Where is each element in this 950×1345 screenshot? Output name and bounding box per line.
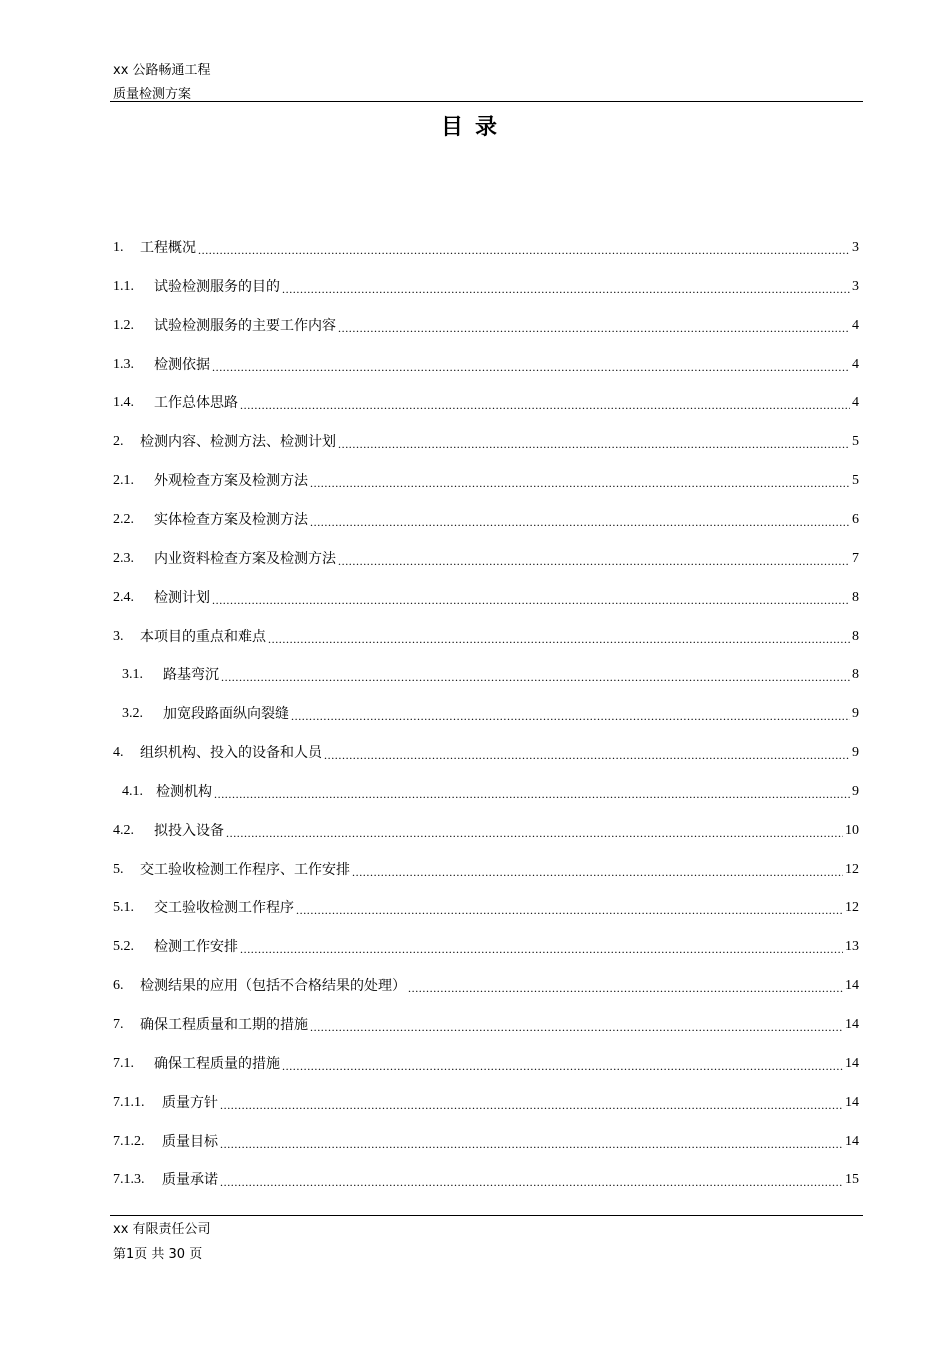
toc-entry[interactable] xyxy=(113,393,859,413)
toc-entry-page-number: 13 xyxy=(845,939,859,955)
toc-entry-title: 工作总体思路 xyxy=(154,395,238,412)
toc-leader-dots xyxy=(338,432,850,452)
toc-entry-page-number: 8 xyxy=(852,589,859,605)
toc-leader-dots xyxy=(338,316,850,336)
toc-entry-page-number: 6 xyxy=(852,511,859,527)
toc-leader-dots xyxy=(212,355,850,375)
toc-entry-page-number: 9 xyxy=(852,706,859,722)
toc-entry-page-number: 14 xyxy=(845,1133,859,1149)
toc-entry-page-number: 9 xyxy=(852,783,859,799)
toc-entry-number: 7. xyxy=(113,1017,124,1032)
toc-entry[interactable] xyxy=(113,316,859,336)
page-title: 目录 xyxy=(440,115,509,140)
toc-entry-number: 2. xyxy=(113,434,124,450)
toc-entry[interactable] xyxy=(113,588,859,608)
toc-entry-page-number: 10 xyxy=(845,822,859,838)
toc-entry[interactable] xyxy=(113,821,859,841)
toc-entry-number: 3. xyxy=(113,628,124,644)
toc-entry-title: 试验检测服务的目的 xyxy=(154,278,280,295)
toc-entry-number: 3.1. xyxy=(122,667,143,683)
toc-leader-dots xyxy=(310,510,850,530)
toc-entry-page-number: 7 xyxy=(852,550,859,566)
toc-leader-dots xyxy=(282,1054,843,1074)
header-divider xyxy=(110,101,863,102)
toc-entry-number: 6. xyxy=(113,978,124,994)
toc-entry-page-number: 5 xyxy=(852,473,859,489)
toc-entry-title: 质量目标 xyxy=(162,1133,218,1150)
toc-entry[interactable] xyxy=(113,1132,859,1152)
toc-leader-dots xyxy=(296,898,843,918)
toc-entry-title: 确保工程质量的措施 xyxy=(154,1055,280,1072)
toc-entry-title: 交工验收检测工作程序、工作安排 xyxy=(140,861,350,878)
toc-leader-dots xyxy=(310,1015,843,1035)
toc-entry-title: 加宽段路面纵向裂缝 xyxy=(163,706,289,723)
toc-entry-number: 2.3. xyxy=(113,550,134,566)
toc-entry[interactable] xyxy=(113,471,859,491)
toc-entry[interactable] xyxy=(113,238,859,258)
toc-entry-page-number: 3 xyxy=(852,278,859,294)
toc-entry[interactable] xyxy=(113,627,859,647)
toc-leader-dots xyxy=(408,976,843,996)
toc-entry-number: 1.1. xyxy=(113,278,134,294)
toc-entry-number: 4. xyxy=(113,745,124,761)
toc-entry-page-number: 8 xyxy=(852,667,859,683)
toc-entry[interactable] xyxy=(113,898,859,918)
toc-entry-number: 1.4. xyxy=(113,395,134,411)
toc-entry[interactable] xyxy=(122,782,859,802)
toc-entry-number: 1.2. xyxy=(113,317,134,333)
toc-entry-title: 路基弯沉 xyxy=(163,667,219,684)
toc-entry-page-number: 8 xyxy=(852,628,859,644)
toc-entry[interactable] xyxy=(113,549,859,569)
toc-entry-title: 内业资料检查方案及检测方法 xyxy=(154,550,336,567)
header-project-name: xx 公路畅通工程 xyxy=(113,63,211,78)
toc-entry[interactable] xyxy=(113,1054,859,1074)
toc-entry-title: 检测结果的应用（包括不合格结果的处理） xyxy=(140,978,406,995)
toc-leader-dots xyxy=(240,937,843,957)
toc-entry-title: 检测内容、检测方法、检测计划 xyxy=(140,434,336,451)
toc-leader-dots xyxy=(240,393,850,413)
toc-leader-dots xyxy=(220,1093,843,1113)
toc-entry[interactable] xyxy=(113,510,859,530)
toc-leader-dots xyxy=(212,588,850,608)
toc-entry[interactable] xyxy=(113,432,859,452)
toc-entry-title: 组织机构、投入的设备和人员 xyxy=(140,745,322,762)
toc-entry-page-number: 9 xyxy=(852,745,859,761)
toc-entry-number: 5. xyxy=(113,861,124,877)
footer-page-info: 第1页 共 30 页 xyxy=(113,1247,203,1262)
toc-leader-dots xyxy=(198,238,850,258)
toc-leader-dots xyxy=(221,665,850,685)
toc-entry-title: 工程概况 xyxy=(140,240,196,256)
toc-entry-page-number: 12 xyxy=(845,900,859,916)
toc-entry[interactable] xyxy=(113,1015,859,1035)
toc-entry-number: 5.1. xyxy=(113,900,134,916)
toc-entry-number: 3.2. xyxy=(122,706,143,722)
toc-entry[interactable] xyxy=(113,277,859,297)
toc-entry-page-number: 4 xyxy=(852,317,859,333)
toc-leader-dots xyxy=(291,704,850,724)
toc-entry[interactable] xyxy=(113,976,859,996)
toc-entry[interactable] xyxy=(113,1093,859,1113)
toc-entry[interactable] xyxy=(122,704,859,724)
toc-entry-title: 检测工作安排 xyxy=(154,939,238,956)
toc-entry-number: 2.4. xyxy=(113,589,134,605)
toc-entry-number: 4.1. xyxy=(122,783,143,799)
toc-leader-dots xyxy=(268,627,850,647)
toc-entry-title: 实体检查方案及检测方法 xyxy=(154,511,308,528)
toc-entry-title: 检测计划 xyxy=(154,589,210,606)
toc-entry-number: 7.1.1. xyxy=(113,1094,145,1110)
toc-entry-page-number: 14 xyxy=(845,1017,859,1032)
toc-entry-title: 检测依据 xyxy=(154,356,210,373)
toc-entry-number: 7.1.2. xyxy=(113,1133,145,1149)
toc-entry[interactable] xyxy=(113,743,859,763)
toc-entry-page-number: 4 xyxy=(852,395,859,411)
toc-entry[interactable] xyxy=(122,665,859,685)
toc-entry-title: 交工验收检测工作程序 xyxy=(154,900,294,917)
toc-leader-dots xyxy=(214,782,850,802)
toc-entry-number: 1. xyxy=(113,240,124,255)
toc-entry-page-number: 14 xyxy=(845,1094,859,1110)
toc-entry-page-number: 5 xyxy=(852,434,859,450)
toc-entry[interactable] xyxy=(113,860,859,880)
footer-divider xyxy=(110,1215,863,1216)
toc-entry-number: 5.2. xyxy=(113,939,134,955)
toc-entry-title: 质量方针 xyxy=(162,1094,218,1111)
footer-company: xx 有限责任公司 xyxy=(113,1222,211,1237)
toc-entry-page-number: 15 xyxy=(845,1172,859,1188)
toc-leader-dots xyxy=(310,471,850,491)
toc-entry-title: 确保工程质量和工期的措施 xyxy=(140,1017,308,1033)
toc-entry[interactable] xyxy=(113,937,859,957)
toc-leader-dots xyxy=(220,1132,843,1152)
toc-entry-title: 外观检查方案及检测方法 xyxy=(154,473,308,490)
toc-leader-dots xyxy=(324,743,850,763)
toc-leader-dots xyxy=(352,860,843,880)
toc-entry[interactable] xyxy=(113,1170,859,1190)
toc-entry-title: 本项目的重点和难点 xyxy=(140,628,266,645)
toc-entry-title: 检测机构 xyxy=(156,783,212,800)
toc-entry[interactable] xyxy=(113,355,859,375)
toc-entry-page-number: 14 xyxy=(845,978,859,994)
toc-leader-dots xyxy=(338,549,850,569)
toc-leader-dots xyxy=(220,1170,843,1190)
header-document-name: 质量检测方案 xyxy=(113,87,192,102)
toc-entry-title: 拟投入设备 xyxy=(154,822,224,839)
toc-entry-page-number: 3 xyxy=(852,240,859,255)
toc-entry-number: 2.2. xyxy=(113,511,134,527)
toc-entry-number: 7.1. xyxy=(113,1055,134,1071)
toc-leader-dots xyxy=(226,821,843,841)
toc-leader-dots xyxy=(282,277,850,297)
toc-entry-number: 7.1.3. xyxy=(113,1172,145,1188)
toc-entry-number: 2.1. xyxy=(113,473,134,489)
toc-entry-title: 试验检测服务的主要工作内容 xyxy=(154,317,336,334)
toc-entry-page-number: 12 xyxy=(845,861,859,877)
toc-entry-number: 1.3. xyxy=(113,356,134,372)
toc-entry-page-number: 14 xyxy=(845,1055,859,1071)
toc-entry-page-number: 4 xyxy=(852,356,859,372)
toc-entry-title: 质量承诺 xyxy=(162,1172,218,1189)
toc-entry-number: 4.2. xyxy=(113,822,134,838)
